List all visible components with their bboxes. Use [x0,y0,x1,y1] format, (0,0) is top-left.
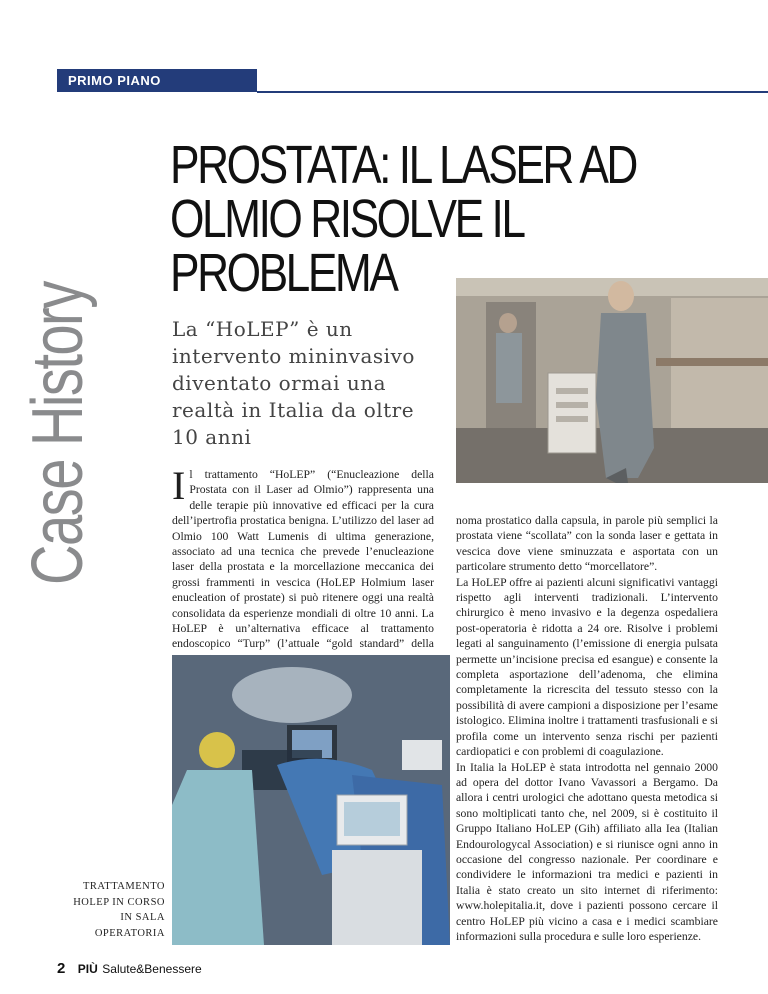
page-number: 2 [57,960,66,977]
article-paragraph: La HoLEP offre ai pazienti alcuni significativi vantaggi rispetto agli interventi tradizionali. L’intervento chirurgico è meno invasivo e la degenza ospedaliera post-operatoria è ridotta a 24 ore. Risolve i problemi legati al sanguinamento (l’emissione di energia pulsata permette un’incisione precisa ed esangue) e consente la completa asportazione dell’adenoma, che elimina completamente la ricrescita del tessuto stesso con la possibilità di avere campioni a disposizione per l’esame istologico. Elimina inoltre i trattamenti trasfusionali e si profila come un intervento senza rischi per pazienti cardiopatici e con problemi di coagulazione. [456,575,718,759]
photo-hospital-corridor-illustration [456,278,768,483]
photo-operating-room [172,655,450,945]
magazine-subtitle: Salute&Benessere [102,962,202,976]
article-paragraph: In Italia la HoLEP è stata introdotta nel gennaio 2000 ad opera del dottor Ivano Vavassori a Bergamo. Da allora i centri urologici che adottano questa metodica si sono moltiplicati tanto che, nel 2009, si è costituito il Gruppo Italiano HoLEP (Gih) affiliato alla Iea (Italian Endourologycal Association) e si riunisce ogni anno in occasione del congresso nazionale. Per coordinare e condividere le informazioni tra medici e pazienti in Italia è stato creato un sito internet di riferimento: www.holepitalia.it, dove i pazienti possono cercare il centro HoLEP più vicino a casa e i medici scambiare informazioni sulla procedura e sulle loro esperienze. [456,760,718,943]
side-label: Case History [18,282,98,585]
article-column-1-text: l trattamento “HoLEP” (“Enucleazione della Prostata con il Laser ad Olmio”) rappresenta una delle terapie più innovative ed efficaci per la cura dell’ipertrofia prostatica benigna. L’utilizzo del laser ad Olmio 100 Watt Lumenis di ultima generazione, associato ad una tecnica che prevede l’enucleazione laser della prostata e la morcellazione meccanica dei grossi frammenti in vescica (HoLEP Holmium laser enucleation of prostate) si può ritenere oggi una realtà consolidata da esperienze mondiali di oltre 10 anni. La HoLEP è un’alternativa efficace al trattamento endoscopico “Turp” (l’attuale “gold standard” della [172,468,434,651]
page-footer [57,960,202,978]
photo-operating-room-illustration [172,655,450,945]
standfirst: La “HoLEP” è un intervento mininvasivo diventato ormai una realtà in Italia da oltre 10 anni [172,317,415,449]
article-column-2 [456,513,718,944]
header-rule [257,91,768,93]
dropcap: I [172,463,186,508]
headline: PROSTATA: IL LASER AD OLMIO RISOLVE IL PROBLEMA [170,135,636,303]
photo-hospital-corridor [456,278,768,483]
article-paragraph: noma prostatico dalla capsula, in parole più semplici la prostata viene “scollata” con la sonda laser e gettata in vescica dove viene sminuzzata e asportata con un particolare strumento detto “morcellatore”. [456,514,718,574]
photo-caption: TRATTAMENTO HOLEP IN CORSO IN SALA OPERATORIA [73,881,165,939]
section-tag: PRIMO PIANO [57,69,257,92]
magazine-name: PIÙ [77,962,98,976]
